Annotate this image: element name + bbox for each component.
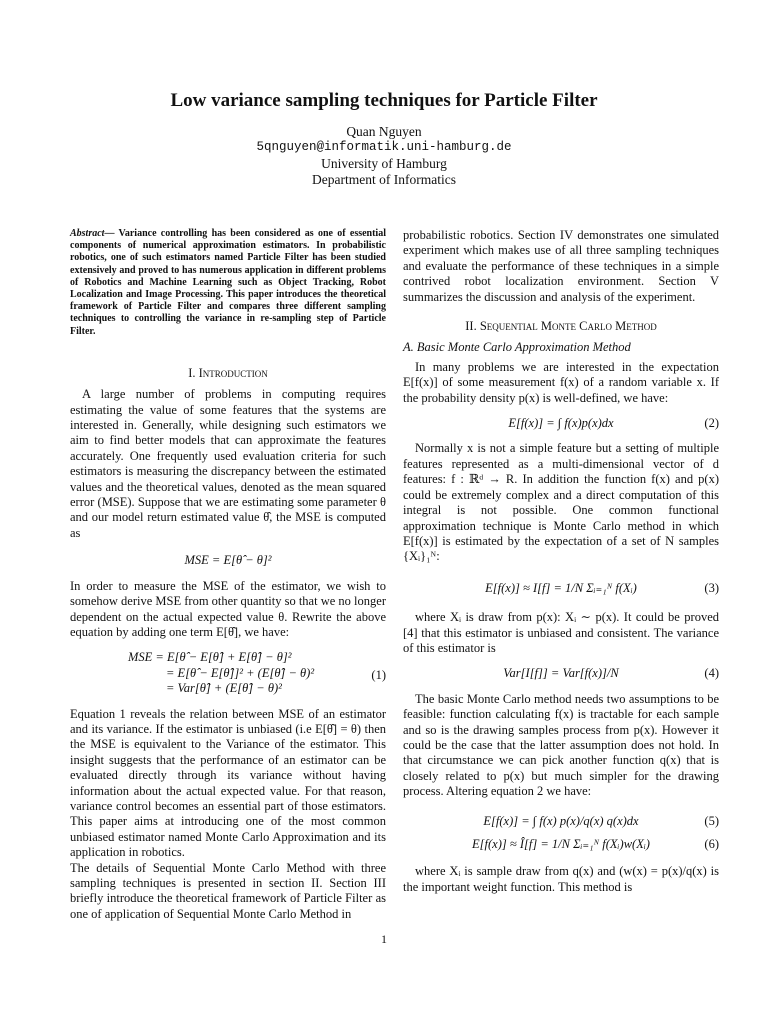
equation-1 — [70, 650, 386, 696]
section-heading-introduction: I. Introduction — [188, 365, 268, 380]
equation-4-number: (4) — [704, 666, 719, 681]
left-column — [70, 228, 386, 922]
equation-1-line-1: MSE = E[θ̂ − E[θ̂] + E[θ̂] − θ]² — [128, 650, 292, 665]
intro-paragraph-4: The details of Sequential Monte Carlo Method with three sampling techniques is presented in section II. Section III briefly introduce the theoretical framework of Particle Filter as one of application of Sequential Monte Carlo Method in — [70, 860, 386, 921]
equation-1-number: (1) — [371, 668, 386, 683]
author-department: Department of Informatics — [312, 172, 456, 187]
right-paragraph-0: probabilistic robotics. Section IV demonstrates one simulated experiment which makes use of all three sampling techniques and evaluate the performance of these techniques in a simple contrived robot localization environment. Section V summarizes the discussion and analysis of the experiment. — [403, 228, 719, 304]
equation-1-line-2: = E[θ̂ − E[θ̂]]² + (E[θ̂] − θ)² — [166, 665, 315, 680]
subsection-heading-basic-mc: A. Basic Monte Carlo Approximation Method — [403, 340, 631, 355]
equation-6 — [403, 837, 719, 852]
intro-paragraph-2: In order to measure the MSE of the estimator, we wish to somehow derive MSE from other quantity so that we no longer dependent on the actual expected value θ. Rewrite the above equation by adding one term E[θ̂], we have: — [70, 578, 386, 639]
abstract-text: — Variance controlling has been considered as one of essential components of numerical approximation estimators. In probabilistic robotics, one of such estimators named Particle Filter has been studied extensively and proved to has numerous application in different problems of Robotics and Machine Learning such as Object Tracking, Robot Localization and Image Processing. This paper introduces the theoretical framework of Particle Filter and compares three different sampling techniques to controlling the variance in re-sampling step of Particle Filter. — [70, 228, 386, 337]
intro-paragraph-3: Equation 1 reveals the relation between MSE of an estimator and its variance. If the estimator is unbiased (i.e E[θ̂] = θ) then the MSE is equivalent to the Variance of the estimator. This insight suggests that the performance of an estimator can be evaluated directly through its variance without having information about the actual expected value. For that reason, variance control becomes an essential part of those estimators. This paper aims at introducing one of the most common unbiased estimator named Monte Carlo Approximation and its application in robotics. — [70, 706, 386, 860]
right-paragraph-1: In many problems we are interested in the expectation E[f(x)] of some measurement f(x) of a random variable x. If the probability density p(x) is well-defined, we have: — [403, 359, 719, 405]
equation-mse-text: MSE = E[θ̂ − θ]² — [184, 553, 272, 568]
author-university: University of Hamburg — [321, 156, 447, 171]
equation-3-number: (3) — [704, 580, 719, 595]
section-heading-smc: II. Sequential Monte Carlo Method — [465, 319, 657, 334]
equation-3 — [403, 581, 719, 596]
right-paragraph-3: where Xᵢ is draw from p(x): Xᵢ ∼ p(x). It could be proved [4] that this estimator is unbiased and consistent. The variance of this estimator is — [403, 610, 719, 655]
page-number: 1 — [381, 932, 387, 946]
author-email[interactable]: 5qnguyen@informatik.uni-hamburg.de — [256, 140, 512, 154]
equation-4 — [403, 666, 719, 681]
author-name: Quan Nguyen — [346, 124, 422, 139]
equation-2-number: (2) — [704, 416, 719, 431]
equation-mse — [70, 553, 386, 568]
equation-2-text: E[f(x)] = ∫ f(x)p(x)dx — [508, 416, 614, 431]
abstract — [70, 228, 386, 338]
right-paragraph-4: The basic Monte Carlo method needs two assumptions to be feasible: function calculating f(x) is tractable for each sample and so is the drawing samples process from p(x). However it could be the case that the latter assumption does not hold. In that circumstance we can pick another function q(x) that is closely related to p(x) but much simpler for the drawing process. Altering equation 2 we have: — [403, 691, 719, 799]
paper-title: Low variance sampling techniques for Particle Filter — [170, 90, 598, 111]
equation-6-number: (6) — [704, 837, 719, 851]
intro-paragraph-1: A large number of problems in computing requires estimating the value of some features that the systems are interested in. Generally, while designing such estimators we aim to find better models that can approximate the features accurately. One frequently used evaluation criteria for such estimators is measuring the discrepancy between the estimated values and the theoretical values, denoted as the mean squared error (MSE). Suppose that we are estimating some parameter θ and our model return estimated value θ̂, the MSE is computed as — [70, 387, 386, 540]
equation-1-line-3: = Var[θ̂] + (E[θ̂] − θ)² — [166, 681, 282, 696]
right-paragraph-5: where Xᵢ is sample draw from q(x) and (w(x) = p(x)/q(x) is the important weight function. This method is — [403, 864, 719, 894]
equation-5 — [403, 814, 719, 829]
equation-4-text: Var[I[f]] = Var[f(x)]/N — [503, 666, 619, 681]
equation-5-text: E[f(x)] = ∫ f(x) p(x)/q(x) q(x)dx — [483, 813, 639, 828]
equation-3-text: E[f(x)] ≈ I[f] = 1/N Σᵢ₌₁ᴺ f(Xᵢ) — [485, 580, 637, 595]
abstract-label: Abstract — [70, 228, 105, 239]
equation-2 — [403, 416, 719, 431]
right-paragraph-2: Normally x is not a simple feature but a setting of multiple features represented as a multi-dimensional vector of d features: f : ℝᵈ → R. In addition the function f(x) and p(x) could be extremely complex and a direct computation of this integral is not possible. One common functional approximation technique is Monte Carlo method in which E[f(x)] is estimated by the expectation of a set of N samples {Xᵢ}₁ᴺ: — [403, 441, 719, 564]
right-column — [403, 228, 719, 895]
equation-5-number: (5) — [704, 813, 719, 828]
equation-6-text: E[f(x)] ≈ Î[f] = 1/N Σᵢ₌₁ᴺ f(Xᵢ)w(Xᵢ) — [472, 837, 650, 851]
